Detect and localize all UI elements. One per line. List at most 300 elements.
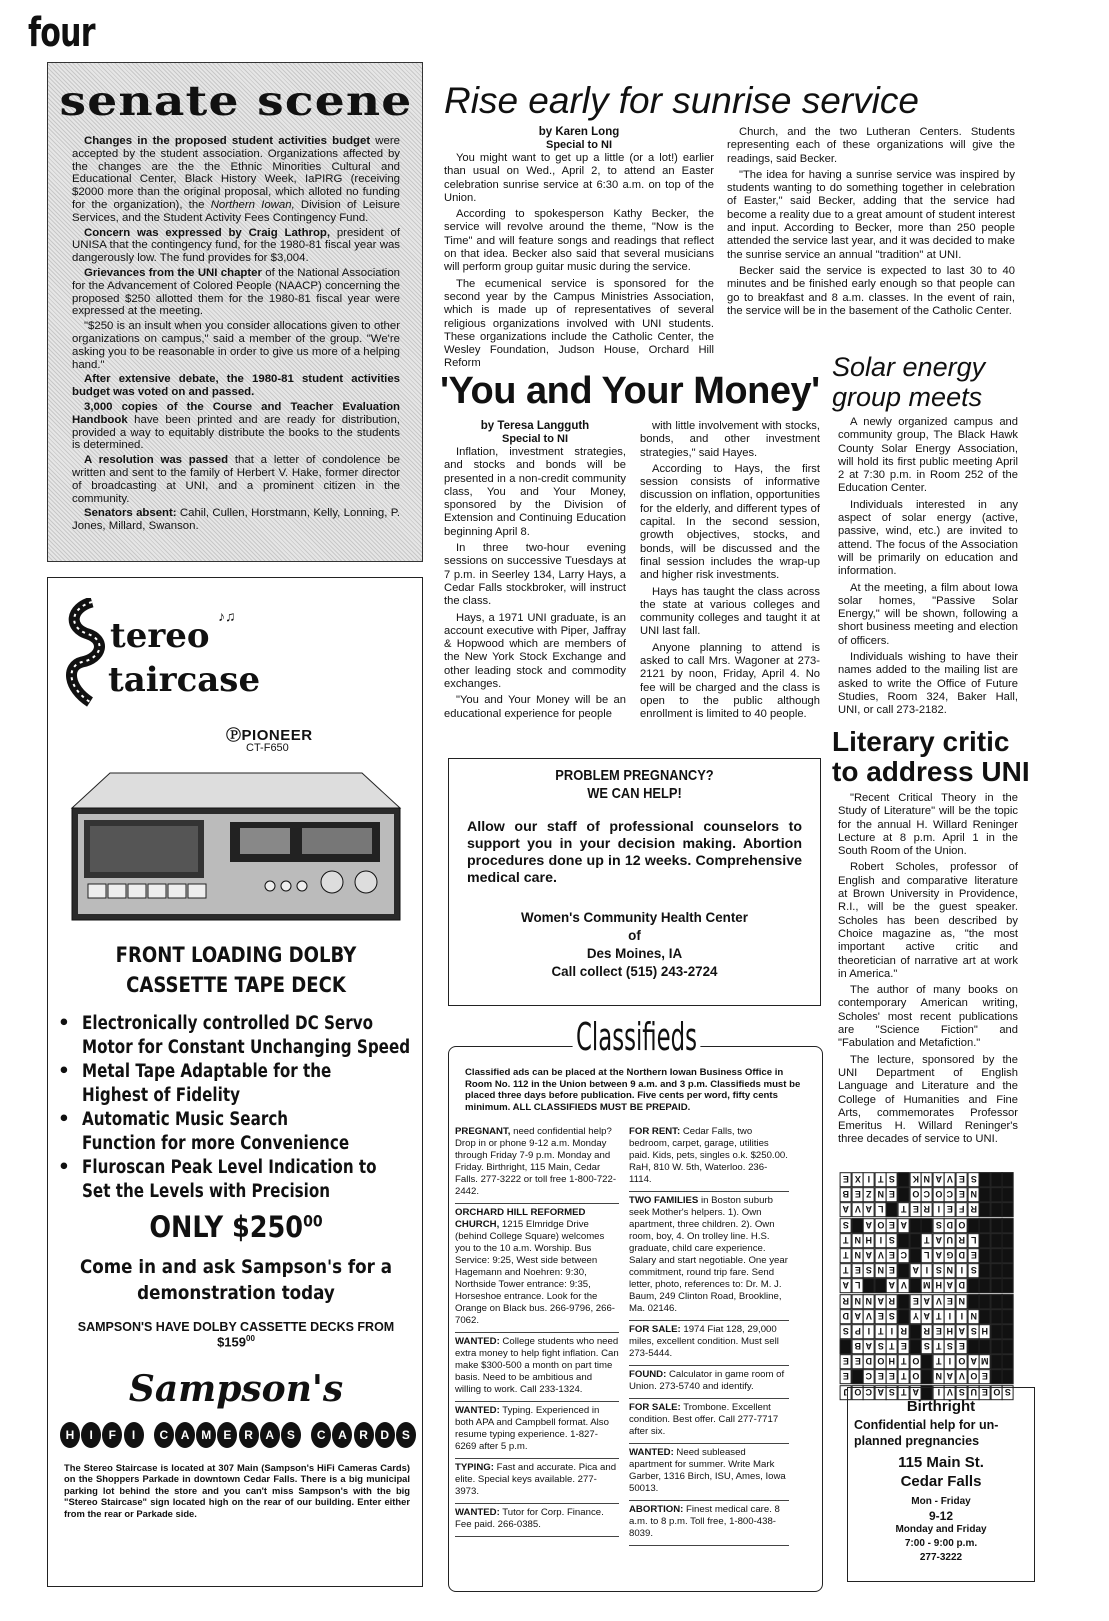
paragraph: You might want to get up a little (or a lot!) earlier than usual on Wed., April 2, to attend an Easter celebration sunrise service at 6:30 a.m. on top of the Union. <box>444 152 714 204</box>
crossword-cell <box>1002 1248 1014 1263</box>
crossword-cell <box>979 1339 991 1354</box>
crossword-cell: T <box>933 1339 945 1354</box>
crossword-cell: A <box>968 1354 980 1369</box>
page-number-label: four <box>28 10 95 56</box>
sunrise-byline: by Karen Long Special to NI <box>538 126 620 151</box>
classified-entry: ABORTION: Finest medical care. 8 a.m. to 8 p.m. Toll free, 1-800-438-8039. <box>629 1501 789 1546</box>
crossword-cell: T <box>840 1263 852 1278</box>
crossword-cell: T <box>886 1339 898 1354</box>
banner-letter: I <box>81 1422 101 1448</box>
crossword-cell <box>968 1339 980 1354</box>
crossword-cell: Z <box>863 1187 875 1202</box>
crossword-cell: A <box>875 1294 887 1309</box>
banner-letter: D <box>375 1422 395 1448</box>
paragraph: Individuals wishing to have their names added to the mailing list are asked to write the Office of Future Studies, Room 324, Baker Hall, UNI, or call 273-2182. <box>838 651 1018 717</box>
crossword-cell <box>991 1172 1003 1187</box>
classified-entry: WANTED: Typing. Experienced in both APA and Campbell format. Also resume typing experience. 1-827-6269 after 5 p.m. <box>455 1402 619 1459</box>
crossword-cell: M <box>921 1278 933 1293</box>
crossword-cell: R <box>921 1202 933 1217</box>
birthright-hours: Mon - Friday 9-12 Monday and Friday 7:00 - 9:00 p.m. 277-3222 <box>895 1496 987 1563</box>
crossword-cell <box>898 1263 910 1278</box>
crossword-cell <box>991 1309 1003 1324</box>
crossword-cell: E <box>886 1187 898 1202</box>
bullet-icon: • <box>58 1109 70 1130</box>
crossword-cell <box>979 1248 991 1263</box>
banner-letter: H <box>60 1422 80 1448</box>
senate-paragraph: After extensive debate, the 1980-81 student activities budget was voted on and passed. <box>72 373 400 399</box>
crossword-cell: E <box>852 1354 864 1369</box>
crossword-cell <box>863 1278 875 1293</box>
crossword-cell: R <box>886 1294 898 1309</box>
paragraph: "You and Your Money will be an educational experience for people <box>444 694 626 720</box>
banner-letter: R <box>354 1422 374 1448</box>
paragraph: Becker said the service is expected to last 30 to 40 minutes and be finished early enough so that people can go to breakfast and 8 a.m. classes. In the event of rain, the service will be in the basement of the Catholic Center. <box>727 264 1015 317</box>
crossword-cell: K <box>910 1172 922 1187</box>
crossword-row <box>840 1369 1014 1384</box>
crossword-cell <box>840 1339 852 1354</box>
crossword-cell: N <box>944 1263 956 1278</box>
crossword-cell: H <box>863 1233 875 1248</box>
crossword-cell: D <box>956 1278 968 1293</box>
crossword-cell: N <box>968 1187 980 1202</box>
senate-paragraph: A resolution was passed that a letter of condolence be written and sent to the family of Herbert V. Hake, former director of broadcasting at UNI, and a prominent citizen in the community. <box>72 454 400 505</box>
crossword-cell: H <box>886 1354 898 1369</box>
sunrise-col1-text <box>444 152 714 371</box>
crossword-cell <box>991 1278 1003 1293</box>
crossword-cell <box>991 1369 1003 1384</box>
crossword-cell <box>979 1233 991 1248</box>
crossword-cell <box>921 1218 933 1233</box>
banner-letter: A <box>332 1422 352 1448</box>
crossword-cell <box>979 1218 991 1233</box>
crossword-cell: S <box>840 1218 852 1233</box>
banner-letter: I <box>124 1422 144 1448</box>
crossword-cell: O <box>991 1385 1003 1400</box>
crossword-cell: L <box>875 1202 887 1217</box>
crossword-cell <box>991 1187 1003 1202</box>
crossword-cell: I <box>944 1309 956 1324</box>
crossword-cell <box>910 1278 922 1293</box>
crossword-cell: E <box>840 1172 852 1187</box>
crossword-cell <box>1002 1218 1014 1233</box>
senate-paragraph: Concern was expressed by Craig Lathrop, president of UNISA that the contingency fund, for the 1980-81 fiscal year was dangerously low. The fund provides for $3,004. <box>72 226 400 265</box>
preg-org: Women's Community Health Center of Des Moines, IA Call collect (515) 243-2724 <box>521 910 748 979</box>
crossword-cell: S <box>875 1339 887 1354</box>
crossword-cell: T <box>840 1233 852 1248</box>
crossword-cell: C <box>863 1385 875 1400</box>
money-column-1 <box>444 420 626 721</box>
crossword-row <box>840 1218 1014 1233</box>
crossword-cell: X <box>852 1172 864 1187</box>
crossword-row <box>840 1202 1014 1217</box>
crossword-cell <box>1002 1172 1014 1187</box>
crossword-cell: E <box>968 1248 980 1263</box>
crossword-cell <box>1002 1263 1014 1278</box>
crossword-cell <box>1002 1354 1014 1369</box>
crossword-row <box>840 1263 1014 1278</box>
crossword-cell: O <box>956 1354 968 1369</box>
crossword-row <box>840 1172 1014 1187</box>
crossword-cell: O <box>875 1354 887 1369</box>
crossword-cell: E <box>886 1263 898 1278</box>
crossword-cell: N <box>852 1233 864 1248</box>
crossword-cell: I <box>956 1263 968 1278</box>
senate-scene-body <box>72 135 400 533</box>
crossword-cell: J <box>840 1385 852 1400</box>
crossword-cell <box>852 1218 864 1233</box>
paragraph: At the meeting, a film about Iowa solar homes, "Passive Solar Energy," will be shown, following a short business meeting and election of officers. <box>838 581 1018 647</box>
bullet-icon: • <box>58 1013 70 1034</box>
crossword-cell <box>898 1187 910 1202</box>
crossword-cell: A <box>898 1218 910 1233</box>
crossword-cell: A <box>933 1233 945 1248</box>
crossword-cell <box>979 1263 991 1278</box>
crossword-cell: A <box>863 1202 875 1217</box>
crossword-cell: E <box>933 1324 945 1339</box>
crossword-cell <box>968 1294 980 1309</box>
crossword-cell: L <box>921 1248 933 1263</box>
crossword-row <box>840 1309 1014 1324</box>
crossword-cell <box>979 1278 991 1293</box>
classifieds-intro: Classified ads can be placed at the Northern Iowan Business Office in Room No. 112 in the Union between 9 a.m. and 3 p.m. Classifieds must be placed three days before publication. Five cents per word, fifty cents minimum. ALL CLASSIFIEDS MUST BE PREPAID. <box>465 1067 801 1113</box>
crossword-cell: B <box>840 1187 852 1202</box>
crossword-cell: C <box>921 1187 933 1202</box>
crossword-cell <box>910 1248 922 1263</box>
birthright-address: 115 Main St. Cedar Falls <box>898 1454 984 1490</box>
crossword-cell: O <box>875 1218 887 1233</box>
banner-gap <box>145 1422 153 1448</box>
crossword-cell: E <box>910 1294 922 1309</box>
birthright-ad: Birthright Confidential help for un- planned pregnancies 115 Main St. Cedar Falls Mon - Friday 9-12 Monday and Friday 7:00 - 9:00 p.m. 277-3222 <box>847 1387 1035 1582</box>
stereo-staircase-ad <box>47 577 423 1587</box>
crossword-cell <box>921 1369 933 1384</box>
crossword-cell <box>991 1248 1003 1263</box>
crossword-cell: V <box>852 1202 864 1217</box>
crossword-cell: I <box>933 1202 945 1217</box>
staircase-logo-icon <box>62 598 110 708</box>
classifieds-box <box>448 1015 823 1592</box>
classified-entry: FOR RENT: Cedar Falls, two bedroom, carpet, garage, utilities paid. Kids, pets, singles o.k. $250.00. RaH, 810 W. 5th, Waterloo. 236-1114. <box>629 1123 789 1192</box>
crossword-cell <box>1002 1187 1014 1202</box>
crossword-cell: A <box>910 1385 922 1400</box>
crossword-cell: C <box>898 1248 910 1263</box>
crossword-cell: S <box>840 1324 852 1339</box>
crossword-cell: S <box>944 1339 956 1354</box>
paragraph: Hays, a 1971 UNI graduate, is an account executive with Piper, Jaffray & Hopwood which are members of the New York Stock Exchange and other leading stock and commodity exchanges. <box>444 611 626 691</box>
crossword-cell: V <box>944 1172 956 1187</box>
birthright-tagline: Confidential help for un- planned pregnancies <box>854 1418 999 1448</box>
crossword-cell: S <box>886 1172 898 1187</box>
crossword-cell: L <box>968 1233 980 1248</box>
crossword-row <box>840 1248 1014 1263</box>
classified-entry: ORCHARD HILL REFORMED CHURCH, 1215 Elmridge Drive (behind College Square) welcomes you to the 10 a.m. Worship. Bus Service: 9:25, West side between Hagemann and Noehren: 9:30, Northside Tower entrance: 9:35, Horseshoe entrance. Look for the Orange on Black bus. 266-9796, 266-7062. <box>455 1204 619 1333</box>
senate-paragraph: 3,000 copies of the Course and Teacher Evaluation Handbook have been printed and are ready for distribution, provided a way to equitably distribute the books to the students is determined. <box>72 400 400 452</box>
senate-paragraph: "$250 is an insult when you consider allocations given to other organizations on campus," said a member of the group. "We're asking you to be reasonable in order to give us more of a helping hand." <box>72 320 400 371</box>
crossword-cell: S <box>968 1324 980 1339</box>
banner-gap <box>302 1422 310 1448</box>
crossword-cell: N <box>921 1172 933 1187</box>
crossword-cell: O <box>956 1218 968 1233</box>
crossword-cell: A <box>933 1248 945 1263</box>
crossword-cell: V <box>898 1278 910 1293</box>
crossword-cell: N <box>852 1248 864 1263</box>
crossword-cell: T <box>898 1202 910 1217</box>
music-notes-icon: ♪♫ <box>218 608 236 624</box>
crossword-cell <box>1002 1369 1014 1384</box>
paragraph: "Recent Critical Theory in the Study of Literature" will be the topic for the annual H. Willard Reninger Lecture at 8 p.m. April 1 in the South Room of the Union. <box>838 792 1018 858</box>
crossword-cell: S <box>956 1385 968 1400</box>
crossword-cell <box>991 1202 1003 1217</box>
crossword-cell <box>898 1294 910 1309</box>
cassette-deck-image <box>70 768 402 928</box>
crossword-cell: I <box>863 1172 875 1187</box>
crossword-cell: E <box>886 1369 898 1384</box>
crossword-cell: D <box>840 1309 852 1324</box>
crossword-cell: T <box>933 1354 945 1369</box>
classifieds-column-1 <box>455 1123 619 1537</box>
crossword-cell: S <box>968 1263 980 1278</box>
crossword-cell: B <box>852 1339 864 1354</box>
sunrise-column-2 <box>727 126 1015 318</box>
senate-paragraph: Changes in the proposed student activities budget were accepted by the student association. Organizations affected by the changes are the the Ethnic Minorities Cultural and Educational Center, Black History Week, IaPIRG (receiving $2000 more than the original proposal, which alloted no funding for the organization), the Northern Iowan, Division of Leisure Services, and the Student Activity Fees Contingency Fund. <box>72 135 401 224</box>
crossword-cell: C <box>863 1369 875 1384</box>
crossword-cell: A <box>863 1218 875 1233</box>
crossword-cell: A <box>875 1385 887 1400</box>
crossword-cell: E <box>852 1263 864 1278</box>
sunrise-headline: Rise early for sunrise service <box>444 80 919 121</box>
stereo-footer: The Stereo Staircase is located at 307 Main (Sampson's HiFi Cameras Cards) on the Shoppers Parkade in downtown Cedar Falls. There is a big municipal parking lot behind the store and you can't miss Sampson's with the big "Stereo Staircase" sign located high on the rear of our building. Enter either from the rear or Parkade side. <box>64 1462 410 1519</box>
crossword-cell: T <box>898 1385 910 1400</box>
crossword-cell <box>979 1202 991 1217</box>
crossword-cell <box>875 1278 887 1293</box>
crossword-cell: E <box>944 1202 956 1217</box>
crossword-cell: U <box>968 1385 980 1400</box>
paragraph: "The idea for having a sunrise service was inspired by students wanting to do something together in celebration of Easter," said Becker, adding that the service had become a reality due to a great amount of student interest and input. According to Becker, more than 250 people attended the service last year, and it was decided to make the sunrise service an annual "tradition" at UNI. <box>727 168 1015 261</box>
crossword-cell: O <box>910 1354 922 1369</box>
solar-body <box>838 416 1018 718</box>
classified-entry: FOUND: Calculator in game room of Union. 273-5740 and identify. <box>629 1366 789 1399</box>
crossword-cell <box>910 1324 922 1339</box>
feature-bullet: • Automatic Music Search Function for more Convenience <box>58 1109 350 1154</box>
crossword-cell: N <box>968 1309 980 1324</box>
crossword-cell: A <box>944 1278 956 1293</box>
crossword-cell: I <box>956 1309 968 1324</box>
bullet-icon: • <box>58 1157 70 1178</box>
hifi-cameras-cards-banner <box>60 1422 416 1448</box>
stereo-headline: FRONT LOADING DOLBY CASSETTE TAPE DECK <box>115 943 357 997</box>
crossword-cell: V <box>956 1369 968 1384</box>
crossword-cell: A <box>886 1278 898 1293</box>
paragraph: According to spokesperson Kathy Becker, the service will revolve around the theme, "Now is the Time" and will feature songs and readings that reflect on that idea. Becker also said that several musicians will perform group guitar music during the service. <box>444 208 714 274</box>
crossword-cell: R <box>968 1202 980 1217</box>
crossword-cell: M <box>979 1354 991 1369</box>
crossword-cell: S <box>886 1309 898 1324</box>
crossword-cell <box>852 1369 864 1384</box>
crossword-row <box>840 1354 1014 1369</box>
problem-pregnancy-ad <box>448 758 821 1006</box>
sunrise-column-1 <box>444 126 714 371</box>
crossword-cell: E <box>852 1187 864 1202</box>
paragraph: In three two-hour evening sessions on successive Tuesdays at 7 p.m. in Seerley 134, Larry Hays, a Cedar Falls stockbroker, will instruct the class. <box>444 542 626 608</box>
crossword-cell: V <box>863 1309 875 1324</box>
classified-entry: TYPING: Fast and accurate. Pica and elite. Special keys available. 277-3973. <box>455 1459 619 1504</box>
crossword-cell <box>991 1233 1003 1248</box>
crossword-cell: V <box>933 1294 945 1309</box>
crossword-cell <box>921 1354 933 1369</box>
money-column-2 <box>640 420 820 722</box>
banner-letter: S <box>281 1422 301 1448</box>
crossword-row <box>840 1233 1014 1248</box>
paragraph: Church, and the two Lutheran Centers. Students representing each of these organizations will give the readings, said Becker. <box>727 126 1015 165</box>
crossword-cell: E <box>944 1294 956 1309</box>
crossword-cell: A <box>863 1248 875 1263</box>
crossword-cell: E <box>910 1202 922 1217</box>
stereo-from-line: SAMPSON'S HAVE DOLBY CASSETTE DECKS FROM $\$159^{00}$ <box>77 1320 395 1350</box>
crossword-cell: H <box>944 1324 956 1339</box>
money-headline: 'You and Your Money' <box>440 370 820 412</box>
crossword-cell <box>968 1278 980 1293</box>
senate-paragraph: Senators absent: Cahil, Cullen, Horstmann, Kelly, Lonning, P. Jones, Millard, Swanson. <box>72 507 400 533</box>
pioneer-brand: ⓅPIONEER <box>226 727 313 744</box>
stereo-price: ONLY $\$250^{00}$ <box>149 1210 323 1244</box>
crossword-cell: C <box>944 1187 956 1202</box>
classified-entry: PREGNANT, need confidential help? Drop in or phone 9-12 a.m. Monday through Friday 7-9 p.m. Monday and Friday. Birthright, 115 Main, Cedar Falls. 277-3222 or toll free 1-800-722-2442. <box>455 1123 619 1204</box>
banner-letter: R <box>239 1422 259 1448</box>
crossword-cell: A <box>921 1294 933 1309</box>
feature-bullet: • Fluroscan Peak Level Indication to Set the Levels with Precision <box>58 1157 377 1202</box>
banner-letter: S <box>396 1422 416 1448</box>
crossword-row <box>840 1278 1014 1293</box>
pioneer-model: CT-F650 <box>246 742 289 754</box>
literary-headline: Literary critic to address UNI <box>832 726 1030 787</box>
paragraph: The lecture, sponsored by the UNI Department of English Language and Literature and the College of Humanities and Fine Arts, commemorates Professor Emeritus H. Willard Reninger's three decades of service to UNI. <box>838 1053 1018 1146</box>
crossword-cell: T <box>840 1248 852 1263</box>
crossword-cell: N <box>875 1263 887 1278</box>
crossword-row <box>840 1324 1014 1339</box>
crossword-cell: R <box>956 1233 968 1248</box>
crossword-cell: A <box>921 1309 933 1324</box>
crossword-cell <box>910 1218 922 1233</box>
crossword-cell <box>898 1233 910 1248</box>
paragraph: The author of many books on contemporary American writing, Scholes' most recent publications are "Science Fiction" and "Fabulation and Metafiction." <box>838 984 1018 1050</box>
paragraph: A newly organized campus and community group, The Black Hawk County Solar Energy Association, will hold its first public meeting April 2 at 7:30 p.m. in Room 252 of the Education Center. <box>838 416 1018 495</box>
bullet-icon: • <box>58 1061 70 1082</box>
crossword-cell: I <box>933 1385 945 1400</box>
classifieds-title: Classifieds <box>524 1015 749 1059</box>
crossword-cell: A <box>933 1172 945 1187</box>
crossword-cell: O <box>968 1369 980 1384</box>
crossword-cell: R <box>898 1324 910 1339</box>
senate-scene-title: senate scene <box>59 77 413 125</box>
stereo-cta: Come in and ask Sampson's for a demonstration today <box>79 1256 393 1304</box>
crossword-cell: T <box>898 1369 910 1384</box>
crossword-solution-grid <box>840 1172 1014 1400</box>
classified-entry: WANTED: Tutor for Corp. Finance. Fee paid. 266-0385. <box>455 1504 619 1537</box>
crossword-cell <box>886 1202 898 1217</box>
crossword-cell: T <box>875 1172 887 1187</box>
crossword-cell: E <box>956 1339 968 1354</box>
crossword-cell: E <box>886 1218 898 1233</box>
crossword-cell: S <box>921 1339 933 1354</box>
crossword-cell: F <box>956 1202 968 1217</box>
crossword-cell <box>979 1172 991 1187</box>
crossword-cell: S <box>933 1218 945 1233</box>
banner-letter: A <box>260 1422 280 1448</box>
crossword-cell <box>910 1233 922 1248</box>
stereo-logo-line2: taircase <box>108 660 261 700</box>
solar-headline: Solar energy group meets <box>832 352 986 412</box>
crossword-cell: S <box>886 1233 898 1248</box>
crossword-cell: N <box>933 1369 945 1384</box>
banner-letter: A <box>175 1422 195 1448</box>
crossword-cell: T <box>875 1324 887 1339</box>
crossword-cell: E <box>956 1172 968 1187</box>
crossword-cell <box>1002 1339 1014 1354</box>
feature-bullet: • Electronically controlled DC Servo Motor for Constant Unchanging Speed <box>58 1013 411 1058</box>
crossword-cell: S <box>968 1172 980 1187</box>
crossword-cell: E <box>840 1369 852 1384</box>
crossword-cell: H <box>933 1278 945 1293</box>
crossword-cell: H <box>979 1324 991 1339</box>
preg-body: Allow our staff of professional counselors to support you in your decision making. Abortion procedures done up in 12 weeks. Comprehensive medical care. <box>467 819 802 886</box>
crossword-cell: I <box>921 1263 933 1278</box>
feature-bullet: • Metal Tape Adaptable for the Highest of Fidelity <box>58 1061 332 1106</box>
crossword-cell: E <box>886 1248 898 1263</box>
crossword-cell <box>898 1172 910 1187</box>
crossword-cell: V <box>875 1248 887 1263</box>
crossword-cell: P <box>852 1324 864 1339</box>
crossword-cell: S <box>933 1263 945 1278</box>
crossword-cell <box>968 1218 980 1233</box>
crossword-cell: S <box>863 1263 875 1278</box>
paragraph: According to Hays, the first session consists of informative discussion on inflation, opportunities for the elderly, and different types of capital. In the second session, growth objectives, stocks, and bonds, will be discussed and the final session includes the wrap-up and higher risk investments. <box>640 462 820 582</box>
crossword-cell: A <box>852 1309 864 1324</box>
senate-scene-box <box>47 62 423 562</box>
crossword-cell: N <box>852 1294 864 1309</box>
classified-entry: WANTED: College students who need extra money to help fight inflation. Can make $300-500 a month on part time basis. Need to be ambitious and willing to work. Call 233-1324. <box>455 1333 619 1402</box>
crossword-cell: A <box>944 1369 956 1384</box>
crossword-cell: I <box>886 1324 898 1339</box>
crossword-cell: O <box>910 1369 922 1384</box>
crossword-cell: T <box>898 1354 910 1369</box>
crossword-cell: N <box>863 1294 875 1309</box>
stereo-logo-line1: tereo <box>110 616 210 656</box>
preg-title: PROBLEM PREGNANCY? WE CAN HELP! <box>555 767 714 802</box>
crossword-cell <box>1002 1294 1014 1309</box>
crossword-cell: E <box>979 1369 991 1384</box>
crossword-cell: R <box>840 1294 852 1309</box>
crossword-cell <box>979 1294 991 1309</box>
crossword-row <box>840 1294 1014 1309</box>
crossword-cell <box>1002 1278 1014 1293</box>
crossword-cell: E <box>979 1385 991 1400</box>
banner-letter: C <box>154 1422 174 1448</box>
crossword-cell: I <box>863 1324 875 1339</box>
paragraph: Robert Scholes, professor of English and comparative literature at Brown University in Providence, R.I., will be the guest speaker. Scholes has been described by Choice magazine as, "the most important active critic and theoretician of narrative art at work in America." <box>838 861 1018 980</box>
crossword-cell: E <box>898 1339 910 1354</box>
crossword-cell: A <box>910 1263 922 1278</box>
classified-entry: TWO FAMILIES in Boston suburb seek Mother's helpers. 1). Own apartment, three children. 2). Own room, boy, 4. On trolley line. H.S. graduate, child care experience. Salary and start negotiable. One year commitment, round trip fare. Send letter, photo, references to: Dr. M. J. Baum, 249 Clinton Road, Brookline, Ma. 02146. <box>629 1192 789 1321</box>
crossword-cell: A <box>840 1202 852 1217</box>
crossword-row <box>840 1339 1014 1354</box>
paragraph: The ecumenical service is sponsored for the second year by the Campus Ministries Association, which is made up of representatives of several religious organizations involved with UNI students. These organizations include the Catholic Center, the Wesley Foundation, Judson House, Orchard Hill Reform <box>444 277 714 370</box>
crossword-cell <box>991 1354 1003 1369</box>
crossword-cell: I <box>875 1233 887 1248</box>
crossword-cell: D <box>944 1218 956 1233</box>
crossword-cell: E <box>875 1369 887 1384</box>
crossword-cell <box>910 1339 922 1354</box>
sampsons-logo: Sampson's <box>128 1368 344 1410</box>
